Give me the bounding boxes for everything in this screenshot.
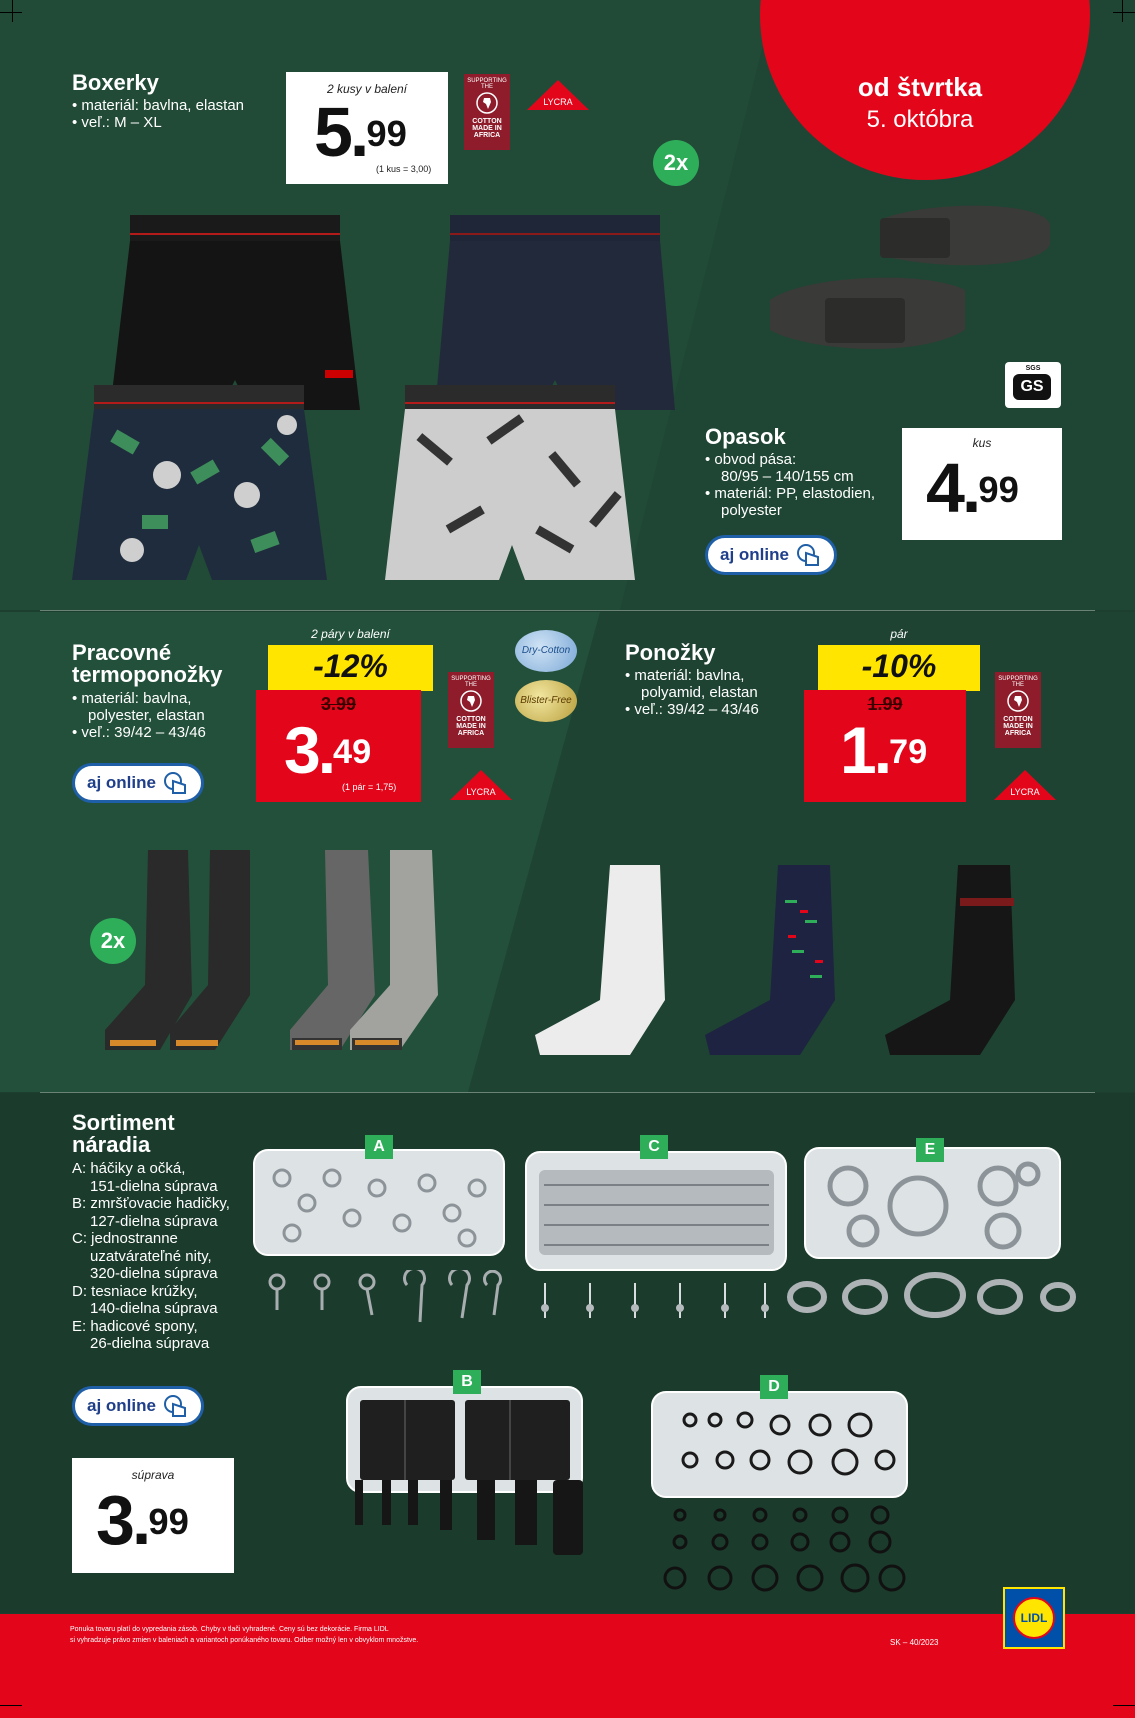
svg-text:LYCRA: LYCRA bbox=[1010, 787, 1040, 797]
price-int: 1. bbox=[840, 713, 890, 787]
crop-mark bbox=[0, 12, 22, 13]
price-decimals: 49 bbox=[333, 732, 372, 771]
item-line: 151-dielna súprava bbox=[90, 1177, 218, 1195]
boxerky-title: Boxerky bbox=[72, 70, 159, 95]
price-int: 3. bbox=[284, 713, 334, 787]
bullet: • materiál: bavlna, bbox=[625, 667, 745, 684]
price-caption: súprava bbox=[131, 1468, 175, 1482]
old-price: 3.99 bbox=[320, 694, 357, 714]
price bbox=[284, 712, 371, 788]
termoponozky-bullets bbox=[72, 690, 206, 741]
naradie-items bbox=[72, 1160, 230, 1353]
item-line: 140-dielna súprava bbox=[90, 1300, 218, 1317]
discount: -10% bbox=[861, 648, 937, 684]
o-rings-loose-image bbox=[650, 1500, 910, 1600]
o-rings-box-image bbox=[650, 1390, 910, 1500]
price-int: 5. bbox=[314, 93, 367, 171]
opasok-bullets bbox=[705, 451, 875, 519]
svg-text:LYCRA: LYCRA bbox=[543, 97, 573, 107]
termoponozky-price-box bbox=[256, 690, 421, 802]
hose-clamps-box-image bbox=[803, 1146, 1063, 1261]
bullet: • obvod pása: bbox=[705, 451, 797, 468]
item-line: A: háčiky a očká, bbox=[72, 1160, 186, 1177]
svg-text:LYCRA: LYCRA bbox=[466, 787, 496, 797]
label-b: B bbox=[453, 1370, 481, 1394]
hooks-loose-image bbox=[262, 1270, 502, 1325]
ponozky-discount-box bbox=[818, 627, 980, 691]
bullet: • materiál: bavlna, elastan bbox=[72, 97, 245, 114]
bullet: • veľ.: 39/42 – 43/46 bbox=[72, 724, 206, 741]
price-decimals: 79 bbox=[889, 732, 928, 771]
rivets-box-image bbox=[524, 1150, 789, 1275]
item-line: C: jednostranne bbox=[72, 1230, 178, 1247]
price bbox=[314, 92, 407, 172]
tap-hand-icon bbox=[163, 771, 191, 795]
hose-clamps-loose-image bbox=[785, 1265, 1085, 1325]
price-int: 4. bbox=[926, 449, 979, 527]
item-line: 127-dielna súprava bbox=[90, 1212, 218, 1230]
termoponozky-discount-box bbox=[268, 627, 433, 691]
cotton-made-in-africa-logo: SUPPORTING THE COTTON MADE IN AFRICA bbox=[448, 672, 494, 748]
bullet: • veľ.: M – XL bbox=[72, 114, 162, 131]
lycra-logo bbox=[448, 768, 514, 802]
lycra-logo bbox=[525, 78, 591, 112]
belt-image bbox=[765, 190, 1065, 390]
socks-image bbox=[530, 860, 1080, 1060]
cotton-made-in-africa-logo: SUPPORTING THE COTTON MADE IN AFRICA bbox=[464, 74, 510, 150]
bullet: polyester, elastan bbox=[88, 707, 205, 724]
item-line: D: tesniace krúžky, bbox=[72, 1282, 198, 1300]
online-button[interactable] bbox=[72, 763, 204, 803]
naradie-price-box bbox=[72, 1458, 234, 1573]
naradie-title-line2: náradia bbox=[72, 1132, 151, 1157]
tap-hand-icon bbox=[163, 1394, 191, 1418]
price bbox=[840, 712, 927, 788]
date-line-2: 5. októbra bbox=[866, 106, 974, 133]
naradie-title-line1: Sortiment bbox=[72, 1110, 175, 1135]
online-button[interactable] bbox=[72, 1386, 204, 1426]
ponozky-bullets bbox=[625, 667, 759, 718]
boxer-pattern-green-image bbox=[72, 385, 332, 585]
boxerky-bullets bbox=[72, 97, 244, 131]
pack-label: 2 páry v balení bbox=[311, 627, 390, 641]
item-line: uzatvárateľné nity, bbox=[90, 1247, 212, 1265]
price-caption: 2 kusy v balení bbox=[326, 82, 408, 96]
work-socks-image bbox=[100, 845, 480, 1065]
lidl-logo: LIDL bbox=[1003, 1587, 1065, 1649]
price bbox=[926, 448, 1019, 528]
boxerky-price-box bbox=[286, 72, 448, 184]
discount: -12% bbox=[313, 648, 388, 684]
bullet: • materiál: PP, elastodien, bbox=[705, 485, 876, 502]
crop-mark bbox=[12, 0, 13, 22]
africa-icon bbox=[476, 92, 498, 114]
opasok-price-box bbox=[902, 428, 1062, 540]
price-int: 3. bbox=[96, 1481, 149, 1559]
item-line: B: zmršťovacie hadičky, bbox=[72, 1195, 230, 1212]
termoponozky-title-line2: termoponožky bbox=[72, 662, 223, 687]
item-line: 26-dielna súprava bbox=[90, 1335, 210, 1352]
label-e: E bbox=[916, 1138, 944, 1162]
tap-hand-icon bbox=[796, 543, 824, 567]
pack-2x-badge: 2x bbox=[90, 918, 136, 964]
africa-icon bbox=[1007, 690, 1029, 712]
bullet: • materiál: bavlna, bbox=[72, 690, 192, 707]
online-button[interactable] bbox=[705, 535, 837, 575]
africa-icon bbox=[460, 690, 482, 712]
gs-certification-logo: SGS GS bbox=[1005, 362, 1061, 408]
unit-price: (1 kus = 3,00) bbox=[376, 164, 432, 174]
ponozky-price-box bbox=[804, 690, 966, 802]
crop-mark bbox=[1113, 12, 1135, 13]
boxer-grey-parkside-image bbox=[385, 385, 640, 585]
crop-mark bbox=[1122, 0, 1123, 22]
opasok-title: Opasok bbox=[705, 424, 786, 449]
price bbox=[96, 1480, 189, 1560]
price-decimals: 99 bbox=[978, 468, 1019, 510]
lycra-logo bbox=[992, 768, 1058, 802]
pack-label: pár bbox=[890, 627, 908, 641]
price-decimals: 99 bbox=[366, 112, 407, 154]
cotton-made-in-africa-logo: SUPPORTING THE COTTON MADE IN AFRICA bbox=[995, 672, 1041, 748]
pack-2x-badge: 2x bbox=[653, 140, 699, 186]
section-divider bbox=[40, 610, 1095, 611]
crop-mark bbox=[1113, 1705, 1135, 1706]
bullet: polyester bbox=[721, 502, 782, 519]
old-price: 1.99 bbox=[867, 694, 903, 714]
item-line: E: hadicové spony, bbox=[72, 1317, 198, 1335]
rivets-loose-image bbox=[535, 1278, 775, 1323]
bullet: 80/95 – 140/155 cm bbox=[721, 468, 854, 485]
legal-text: Ponuka tovaru platí do vypredania zásob. Chyby v tlači vyhradené. Ceny sú bez dekorácie. Firma LIDL si vyhradzuje právo zmien v baleniach a variantoch ponúkaného tovaru. Odber možný len v obvyklom množstve. bbox=[70, 1626, 419, 1644]
online-label: aj online bbox=[720, 545, 789, 564]
termoponozky-title-line1: Pracovné bbox=[72, 640, 172, 665]
crop-mark bbox=[0, 1705, 22, 1706]
label-c: C bbox=[640, 1135, 668, 1159]
section-divider bbox=[40, 1092, 1095, 1093]
blister-free-logo: Blister-Free bbox=[515, 680, 577, 722]
unit-price: (1 pár = 1,75) bbox=[342, 782, 397, 792]
boxer-navy-image bbox=[430, 210, 680, 410]
label-a: A bbox=[365, 1135, 393, 1159]
label-d: D bbox=[760, 1375, 788, 1399]
ponozky-title: Ponožky bbox=[625, 640, 716, 665]
heat-shrink-loose-image bbox=[345, 1470, 595, 1570]
date-line-1: od štvrtka bbox=[857, 72, 983, 102]
dry-cotton-logo: Dry-Cotton bbox=[515, 630, 577, 672]
online-label: aj online bbox=[87, 1396, 156, 1415]
bullet: • veľ.: 39/42 – 43/46 bbox=[625, 701, 759, 718]
price-decimals: 99 bbox=[148, 1500, 189, 1542]
item-line: 320-dielna súprava bbox=[90, 1265, 218, 1282]
edition-code: SK – 40/2023 bbox=[890, 1638, 939, 1647]
boxer-black-image bbox=[110, 210, 360, 410]
bullet: polyamid, elastan bbox=[641, 684, 758, 701]
price-caption: kus bbox=[972, 436, 992, 450]
hooks-eyes-box-image bbox=[252, 1148, 507, 1258]
online-label: aj online bbox=[87, 773, 156, 792]
